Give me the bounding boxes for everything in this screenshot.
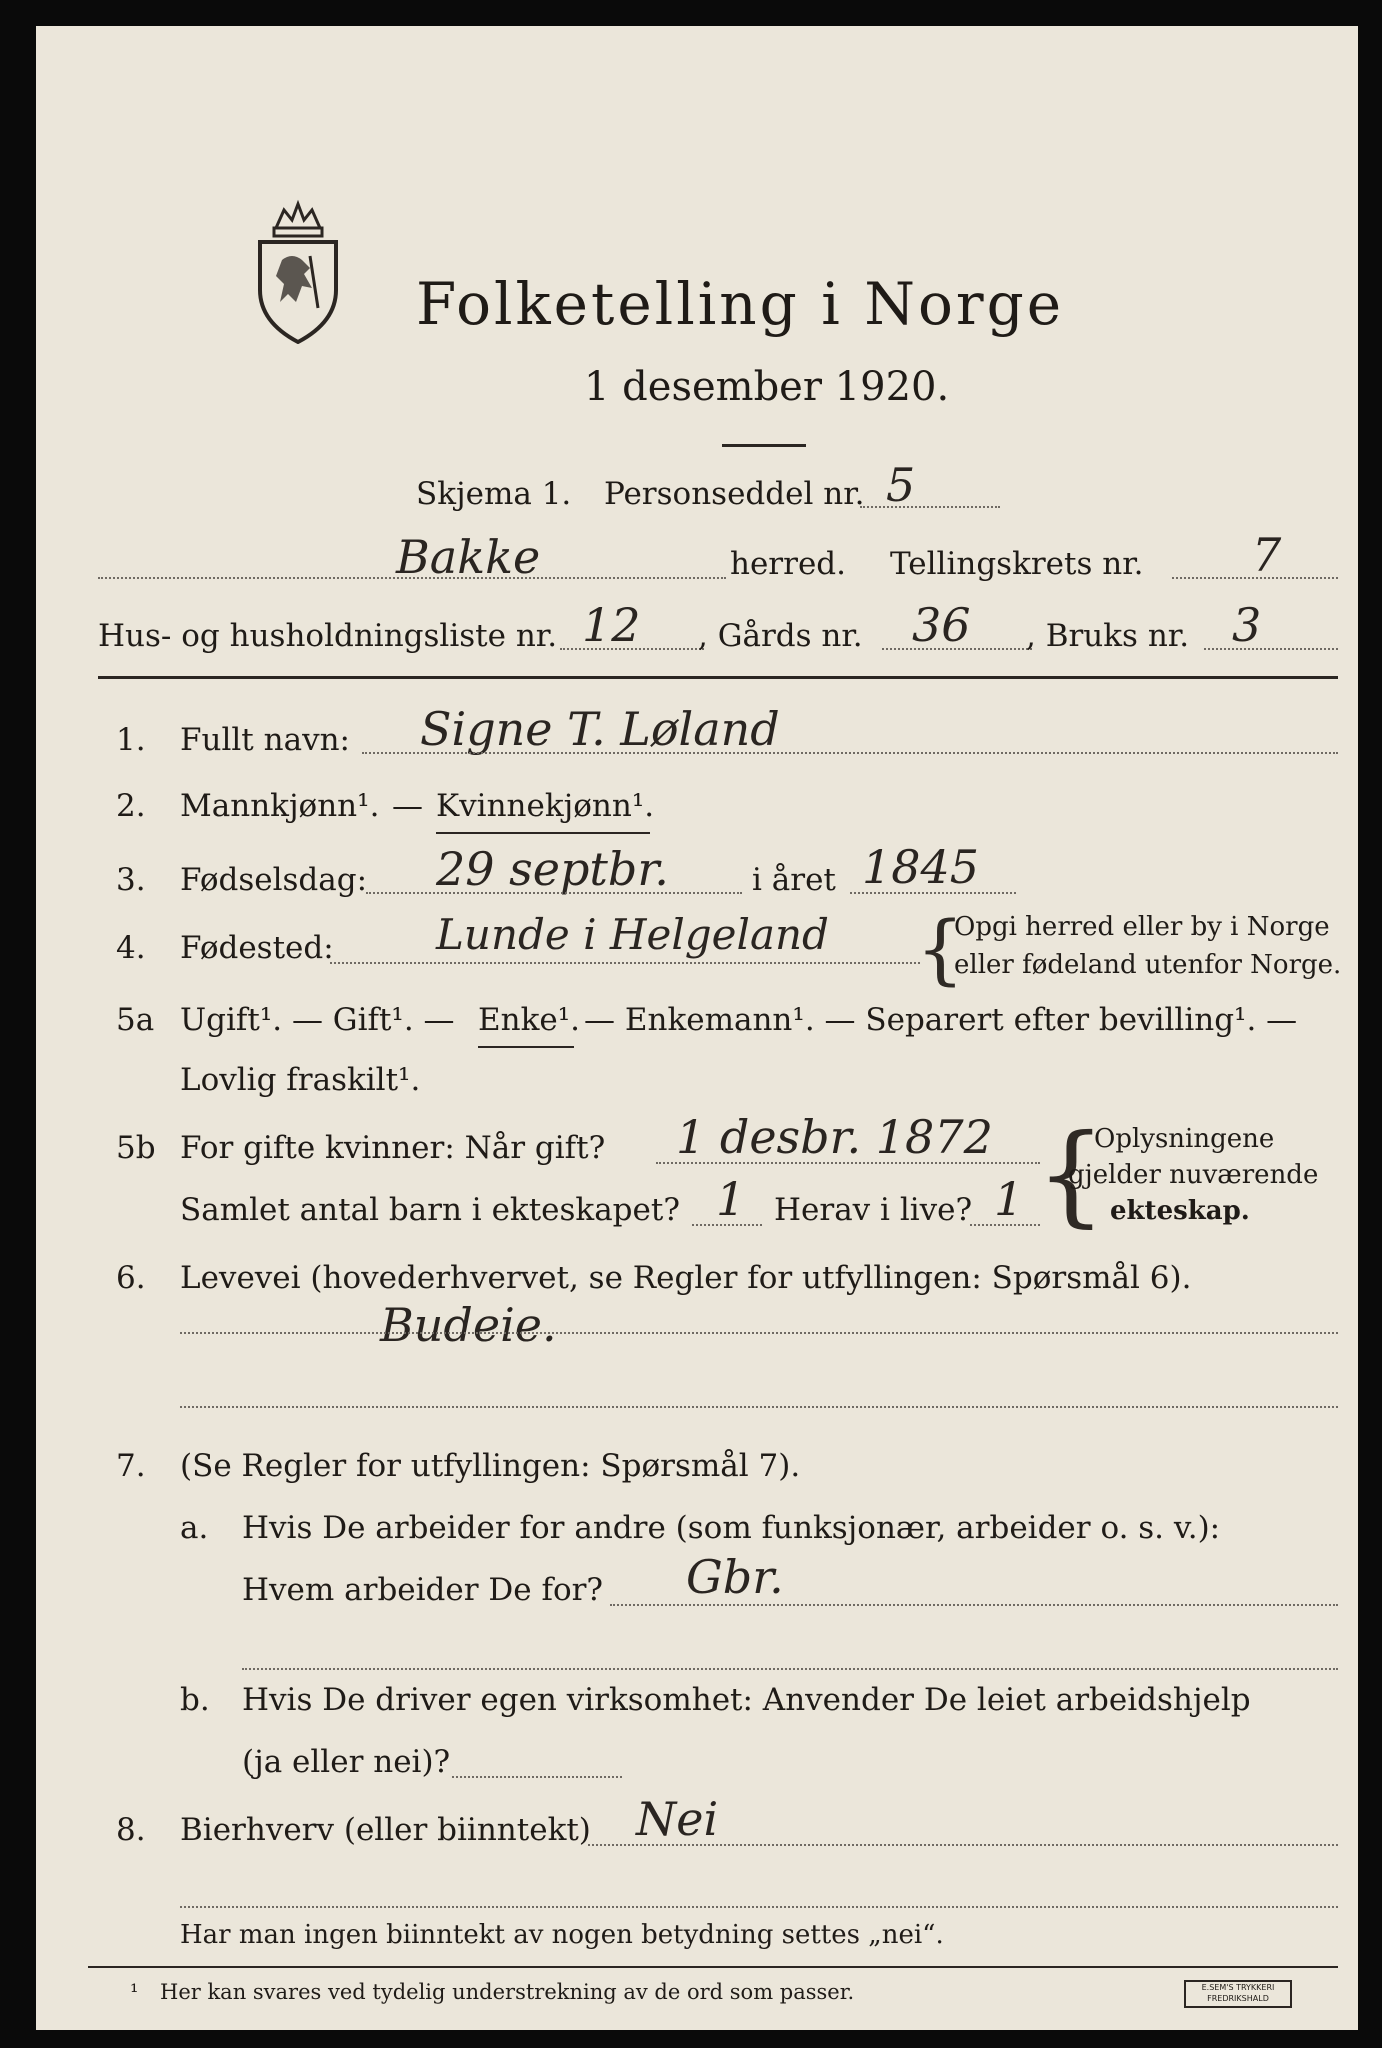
tellingskrets-line	[1172, 577, 1338, 579]
herred-label: herred.	[730, 546, 846, 582]
q3-number: 3.	[116, 862, 146, 898]
q7a-line	[610, 1604, 1338, 1606]
q3-birthday-value: 29 septbr.	[436, 842, 669, 896]
q8-side-income-value: Nei	[636, 1792, 719, 1846]
footnote-text: Her kan svares ved tydelig understrekning av de ord som passer.	[160, 1980, 855, 2004]
q5b-alive-label: Herav i live?	[774, 1192, 973, 1228]
q4-note-line2: eller fødeland utenfor Norge.	[954, 950, 1342, 980]
q2-female-option: Kvinnekjønn¹.	[436, 788, 655, 824]
q4-label: Fødested:	[180, 930, 334, 966]
q3-year-label: i året	[752, 862, 836, 898]
q5a-options-end: — Enkemann¹. — Separert efter bevilling¹. —	[584, 1002, 1298, 1038]
husliste-value: 12	[582, 598, 641, 652]
q1-number: 1.	[116, 722, 146, 758]
q7a-employer-value: Gbr.	[686, 1550, 784, 1604]
q5a-enke-underline	[478, 1046, 574, 1048]
q5b-alive-value: 1	[994, 1172, 1024, 1226]
q5a-number: 5a	[116, 1002, 155, 1038]
personseddel-label: Personseddel nr.	[604, 476, 865, 512]
q5b-alive-line	[970, 1224, 1040, 1226]
q7b-number: b.	[180, 1682, 210, 1718]
q8-label: Bierhverv (eller biinntekt)	[180, 1812, 591, 1848]
census-form-page	[36, 26, 1358, 2030]
q7b-line	[452, 1776, 622, 1778]
q3-year-line	[850, 892, 1016, 894]
gards-value: 36	[912, 598, 971, 652]
header-divider	[98, 676, 1338, 679]
q5b-married-line	[656, 1162, 1040, 1164]
q7b-line2: (ja eller nei)?	[242, 1744, 451, 1780]
q5b-children-value: 1	[716, 1172, 746, 1226]
q5b-married-label: For gifte kvinner: Når gift?	[180, 1130, 606, 1166]
q8-number: 8.	[116, 1812, 146, 1848]
form-date: 1 desember 1920.	[584, 364, 950, 410]
bruks-label: , Bruks nr.	[1026, 618, 1190, 654]
norway-coat-of-arms-icon	[246, 198, 350, 344]
husliste-line	[560, 648, 704, 650]
form-title: Folketelling i Norge	[416, 270, 1065, 338]
q7a-number: a.	[180, 1510, 209, 1546]
q5b-children-line	[692, 1224, 762, 1226]
q6-number: 6.	[116, 1260, 146, 1296]
q2-female-underline	[436, 832, 650, 834]
bruks-line	[1204, 648, 1338, 650]
herred-line	[98, 577, 726, 579]
q5b-married-value: 1 desbr. 1872	[676, 1110, 993, 1164]
q3-year-value: 1845	[862, 840, 980, 894]
q4-number: 4.	[116, 930, 146, 966]
footnote-divider	[88, 1966, 1338, 1968]
printer-stamp-line1: E.SEM'S TRYKKERI	[1201, 1983, 1275, 1992]
q5b-number: 5b	[116, 1130, 156, 1166]
q2-number: 2.	[116, 788, 146, 824]
q6-line1	[180, 1332, 1338, 1334]
q5b-note-line1: Oplysningene	[1094, 1124, 1275, 1154]
bruks-value: 3	[1232, 598, 1262, 652]
q8-line-extra	[180, 1906, 1338, 1908]
q5a-fraskilt-option: Lovlig fraskilt¹.	[180, 1062, 421, 1098]
q1-full-name-value: Signe T. Løland	[420, 702, 780, 756]
q5b-children-label: Samlet antal barn i ekteskapet?	[180, 1192, 680, 1228]
q7-number: 7.	[116, 1448, 146, 1484]
q4-birthplace-value: Lunde i Helgeland	[436, 910, 829, 959]
q4-note-line1: Opgi herred eller by i Norge	[954, 912, 1330, 942]
husliste-label: Hus- og husholdningsliste nr.	[98, 618, 558, 654]
printer-stamp-line2: FREDRIKSHALD	[1207, 1994, 1269, 2003]
q4-line	[330, 962, 920, 964]
q5b-note-line3: ekteskap.	[1110, 1196, 1250, 1226]
q2-male-option: Mannkjønn¹.	[180, 788, 380, 824]
q7a-line2: Hvem arbeider De for?	[242, 1572, 604, 1608]
herred-value: Bakke	[396, 530, 541, 584]
tellingskrets-value: 7	[1252, 528, 1282, 582]
q5a-enke-option: Enke¹.	[478, 1002, 581, 1038]
title-divider	[722, 444, 806, 447]
q8-line	[588, 1844, 1338, 1846]
q3-line	[366, 892, 742, 894]
q6-label: Levevei (hovederhvervet, se Regler for utfyllingen: Spørsmål 6).	[180, 1260, 1192, 1296]
q2-dash: —	[392, 788, 423, 824]
q3-label: Fødselsdag:	[180, 862, 368, 898]
tellingskrets-label: Tellingskrets nr.	[890, 546, 1144, 582]
q7-label: (Se Regler for utfyllingen: Spørsmål 7).	[180, 1448, 801, 1484]
printer-stamp	[1184, 1980, 1292, 2008]
q5b-note-line2: gjelder nuværende	[1068, 1160, 1319, 1190]
q6-occupation-value: Budeie.	[380, 1298, 557, 1352]
personseddel-line	[860, 506, 1000, 508]
q7b-line1: Hvis De driver egen virksomhet: Anvender De leiet arbeidshjelp	[242, 1682, 1251, 1718]
q5a-options-start: Ugift¹. — Gift¹. —	[180, 1002, 455, 1038]
personseddel-value: 5	[886, 458, 916, 512]
schema-label: Skjema 1.	[416, 476, 572, 512]
gards-line	[882, 648, 1032, 650]
gards-label: , Gårds nr.	[698, 618, 863, 654]
q5b-brace: {	[1036, 1110, 1106, 1238]
q6-line2	[180, 1406, 1338, 1408]
q7a-line1: Hvis De arbeider for andre (som funksjonær, arbeider o. s. v.):	[242, 1510, 1221, 1546]
nei-note: Har man ingen biinntekt av nogen betydning settes „nei“.	[180, 1920, 944, 1950]
q7a-line-extra	[242, 1668, 1338, 1670]
footnote-number: ¹	[130, 1980, 139, 2004]
q1-line	[362, 752, 1338, 754]
q1-label: Fullt navn:	[180, 722, 350, 758]
q4-brace: {	[916, 904, 965, 993]
